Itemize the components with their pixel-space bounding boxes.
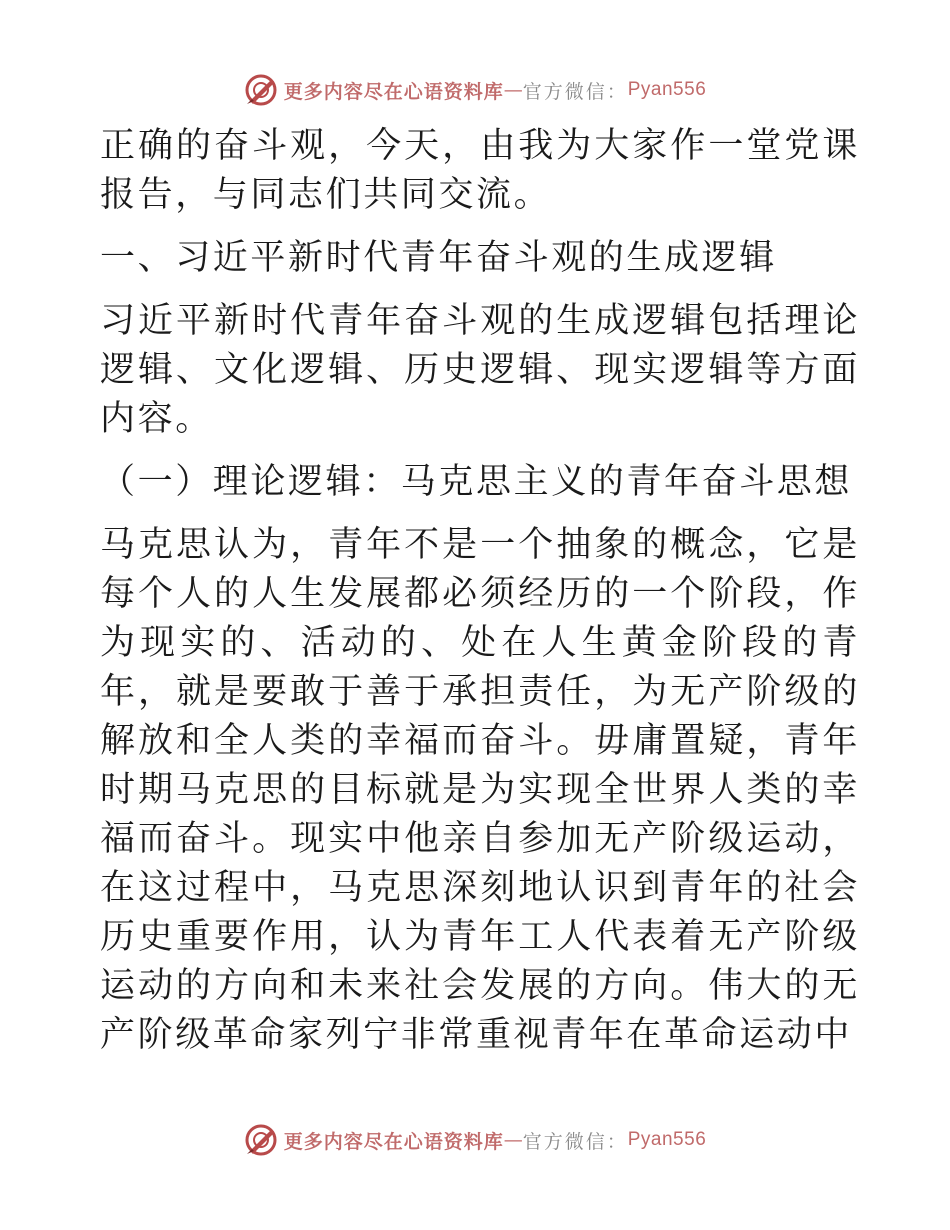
section-heading-1: 一、习近平新时代青年奋斗观的生成逻辑	[100, 238, 777, 278]
subsection-heading-1: （一）理论逻辑：马克思主义的青年奋斗思想	[100, 462, 853, 502]
header-watermark	[0, 70, 950, 110]
watermark-brand: 更多内容尽在心语资料库	[283, 1130, 504, 1153]
watermark-wechat-id: Pyan556	[627, 79, 707, 100]
paragraph-marx-youth: 马克思认为，青年不是一个抽象的概念，它是每个人的人生发展都必须经历的一个阶段，作为现实的、活动的、处在人生黄金阶段的青年，就是要敢于善于承担责任，为无产阶级的解放和全人类的幸福而奋斗。毋庸置疑，青年时期马克思的目标就是为实现全世界人类的幸福而奋斗。现实中他亲自参加无产阶级运动，在这过程中，马克思深刻地认识到青年的社会历史重要作用，认为青年工人代表着无产阶级运动的方向和未来社会发展的方向。伟大的无产阶级革命家列宁非常重视青年在革命运动中	[100, 525, 860, 1055]
watermark-separator: —	[503, 79, 523, 101]
document-body	[100, 122, 860, 1060]
seal-logo-icon	[244, 1123, 278, 1157]
footer-watermark	[0, 1120, 950, 1160]
watermark-official-label: 官方微信：	[522, 1130, 628, 1153]
seal-logo-icon	[244, 73, 278, 107]
paragraph-intro-end: 正确的奋斗观，今天，由我为大家作一堂党课报告，与同志们共同交流。	[100, 126, 860, 215]
watermark-brand: 更多内容尽在心语资料库	[283, 80, 504, 103]
paragraph-logic-overview: 习近平新时代青年奋斗观的生成逻辑包括理论逻辑、文化逻辑、历史逻辑、现实逻辑等方面内容。	[100, 301, 860, 439]
watermark-separator: —	[503, 1129, 523, 1151]
watermark-official-label: 官方微信：	[522, 80, 628, 103]
watermark-wechat-id: Pyan556	[627, 1129, 707, 1150]
